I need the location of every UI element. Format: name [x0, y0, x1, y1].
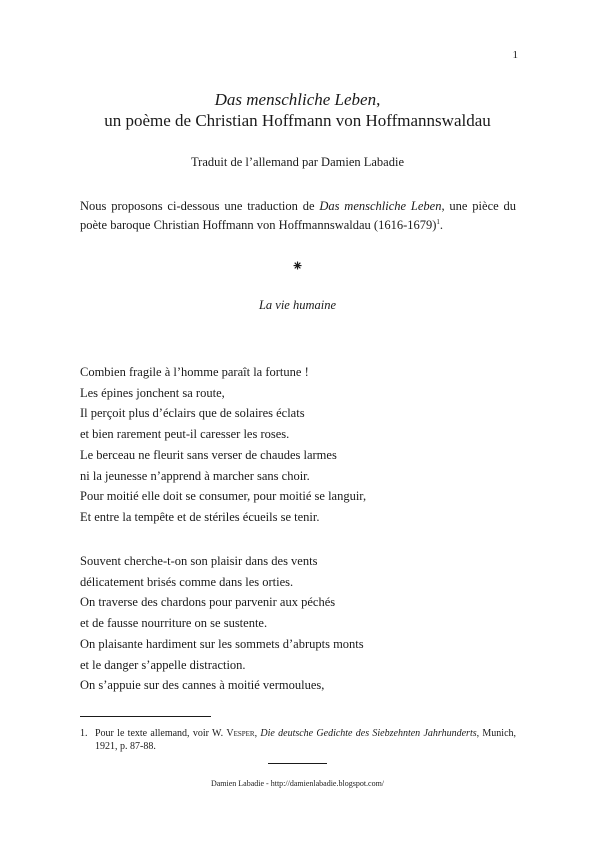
intro-text-end: . — [439, 218, 444, 232]
footnote-text-after: , Munich, 1921, p. 87-88. — [95, 728, 517, 752]
verse-line: Pour moitié elle doit se consumer, pour moitié se languir, — [80, 489, 367, 504]
footnote — [80, 727, 516, 753]
title-comma: , — [376, 90, 381, 109]
verse-line: délicatement brisés comme dans les orties. — [80, 574, 294, 589]
poem-title: La vie humaine — [258, 298, 337, 312]
footnote-reference[interactable]: 1 — [436, 217, 440, 226]
verse-line: et le danger s’appelle distraction. — [80, 657, 246, 672]
title-line-2: un poème de Christian Hoffmann von Hoffmannswaldau — [104, 111, 491, 130]
page-number: 1 — [512, 49, 518, 61]
footnote-text — [95, 727, 516, 753]
poem-stanza-2 — [80, 551, 364, 696]
intro-paragraph — [80, 197, 516, 235]
verse-line: On s’appuie sur des cannes à moitié vermoulues, — [80, 678, 325, 693]
intro-work-title: Das menschliche Leben — [319, 199, 442, 213]
verse-line: Les épines jonchent sa route, — [80, 385, 225, 400]
footnote-author: Vesper — [226, 728, 255, 739]
verse-line: ni la jeunesse n’apprend à marcher sans choir. — [80, 468, 310, 483]
footnote-separator — [80, 716, 211, 717]
verse-line: Le berceau ne fleurit sans verser de chaudes larmes — [80, 447, 337, 462]
verse-line: et bien rarement peut-il caresser les roses. — [80, 427, 290, 442]
footnote-text-before: Pour le texte allemand, voir W. — [95, 728, 227, 739]
intro-text-after: , une pièce du poète baroque Christian Hoffmann von Hoffmannswaldau (1616-1679) — [80, 199, 516, 232]
translator-credit: Traduit de l’allemand par Damien Labadie — [190, 155, 404, 169]
title-work-name: Das menschliche Leben — [214, 90, 377, 109]
footer-rule — [268, 763, 327, 764]
page-footer: Damien Labadie - http://damienlabadie.blogspot.com/ — [210, 779, 385, 788]
title-line-1 — [0, 89, 595, 110]
footnote-number: 1. — [80, 728, 88, 739]
footnote-separator-text: , — [254, 728, 261, 739]
document-title — [0, 89, 595, 131]
verse-line: On plaisante hardiment sur les sommets d’abrupts monts — [80, 636, 364, 651]
verse-line: Combien fragile à l’homme paraît la fortune ! — [80, 365, 309, 379]
intro-text-before: Nous proposons ci-dessous une traduction de — [80, 199, 320, 213]
poem-stanza-1 — [80, 362, 366, 528]
verse-line: Il perçoit plus d’éclairs que de solaires éclats — [80, 406, 305, 421]
section-asterism: ⁕ — [291, 259, 304, 275]
footnote-book-title: Die deutsche Gedichte des Siebzehnten Jahrhunderts — [260, 728, 477, 739]
verse-line: On traverse des chardons pour parvenir aux péchés — [80, 595, 336, 610]
verse-line: Souvent cherche-t-on son plaisir dans des vents — [80, 554, 318, 568]
verse-line: et de fausse nourriture on se sustente. — [80, 616, 268, 631]
verse-line: Et entre la tempête et de stériles écueils se tenir. — [80, 509, 320, 524]
